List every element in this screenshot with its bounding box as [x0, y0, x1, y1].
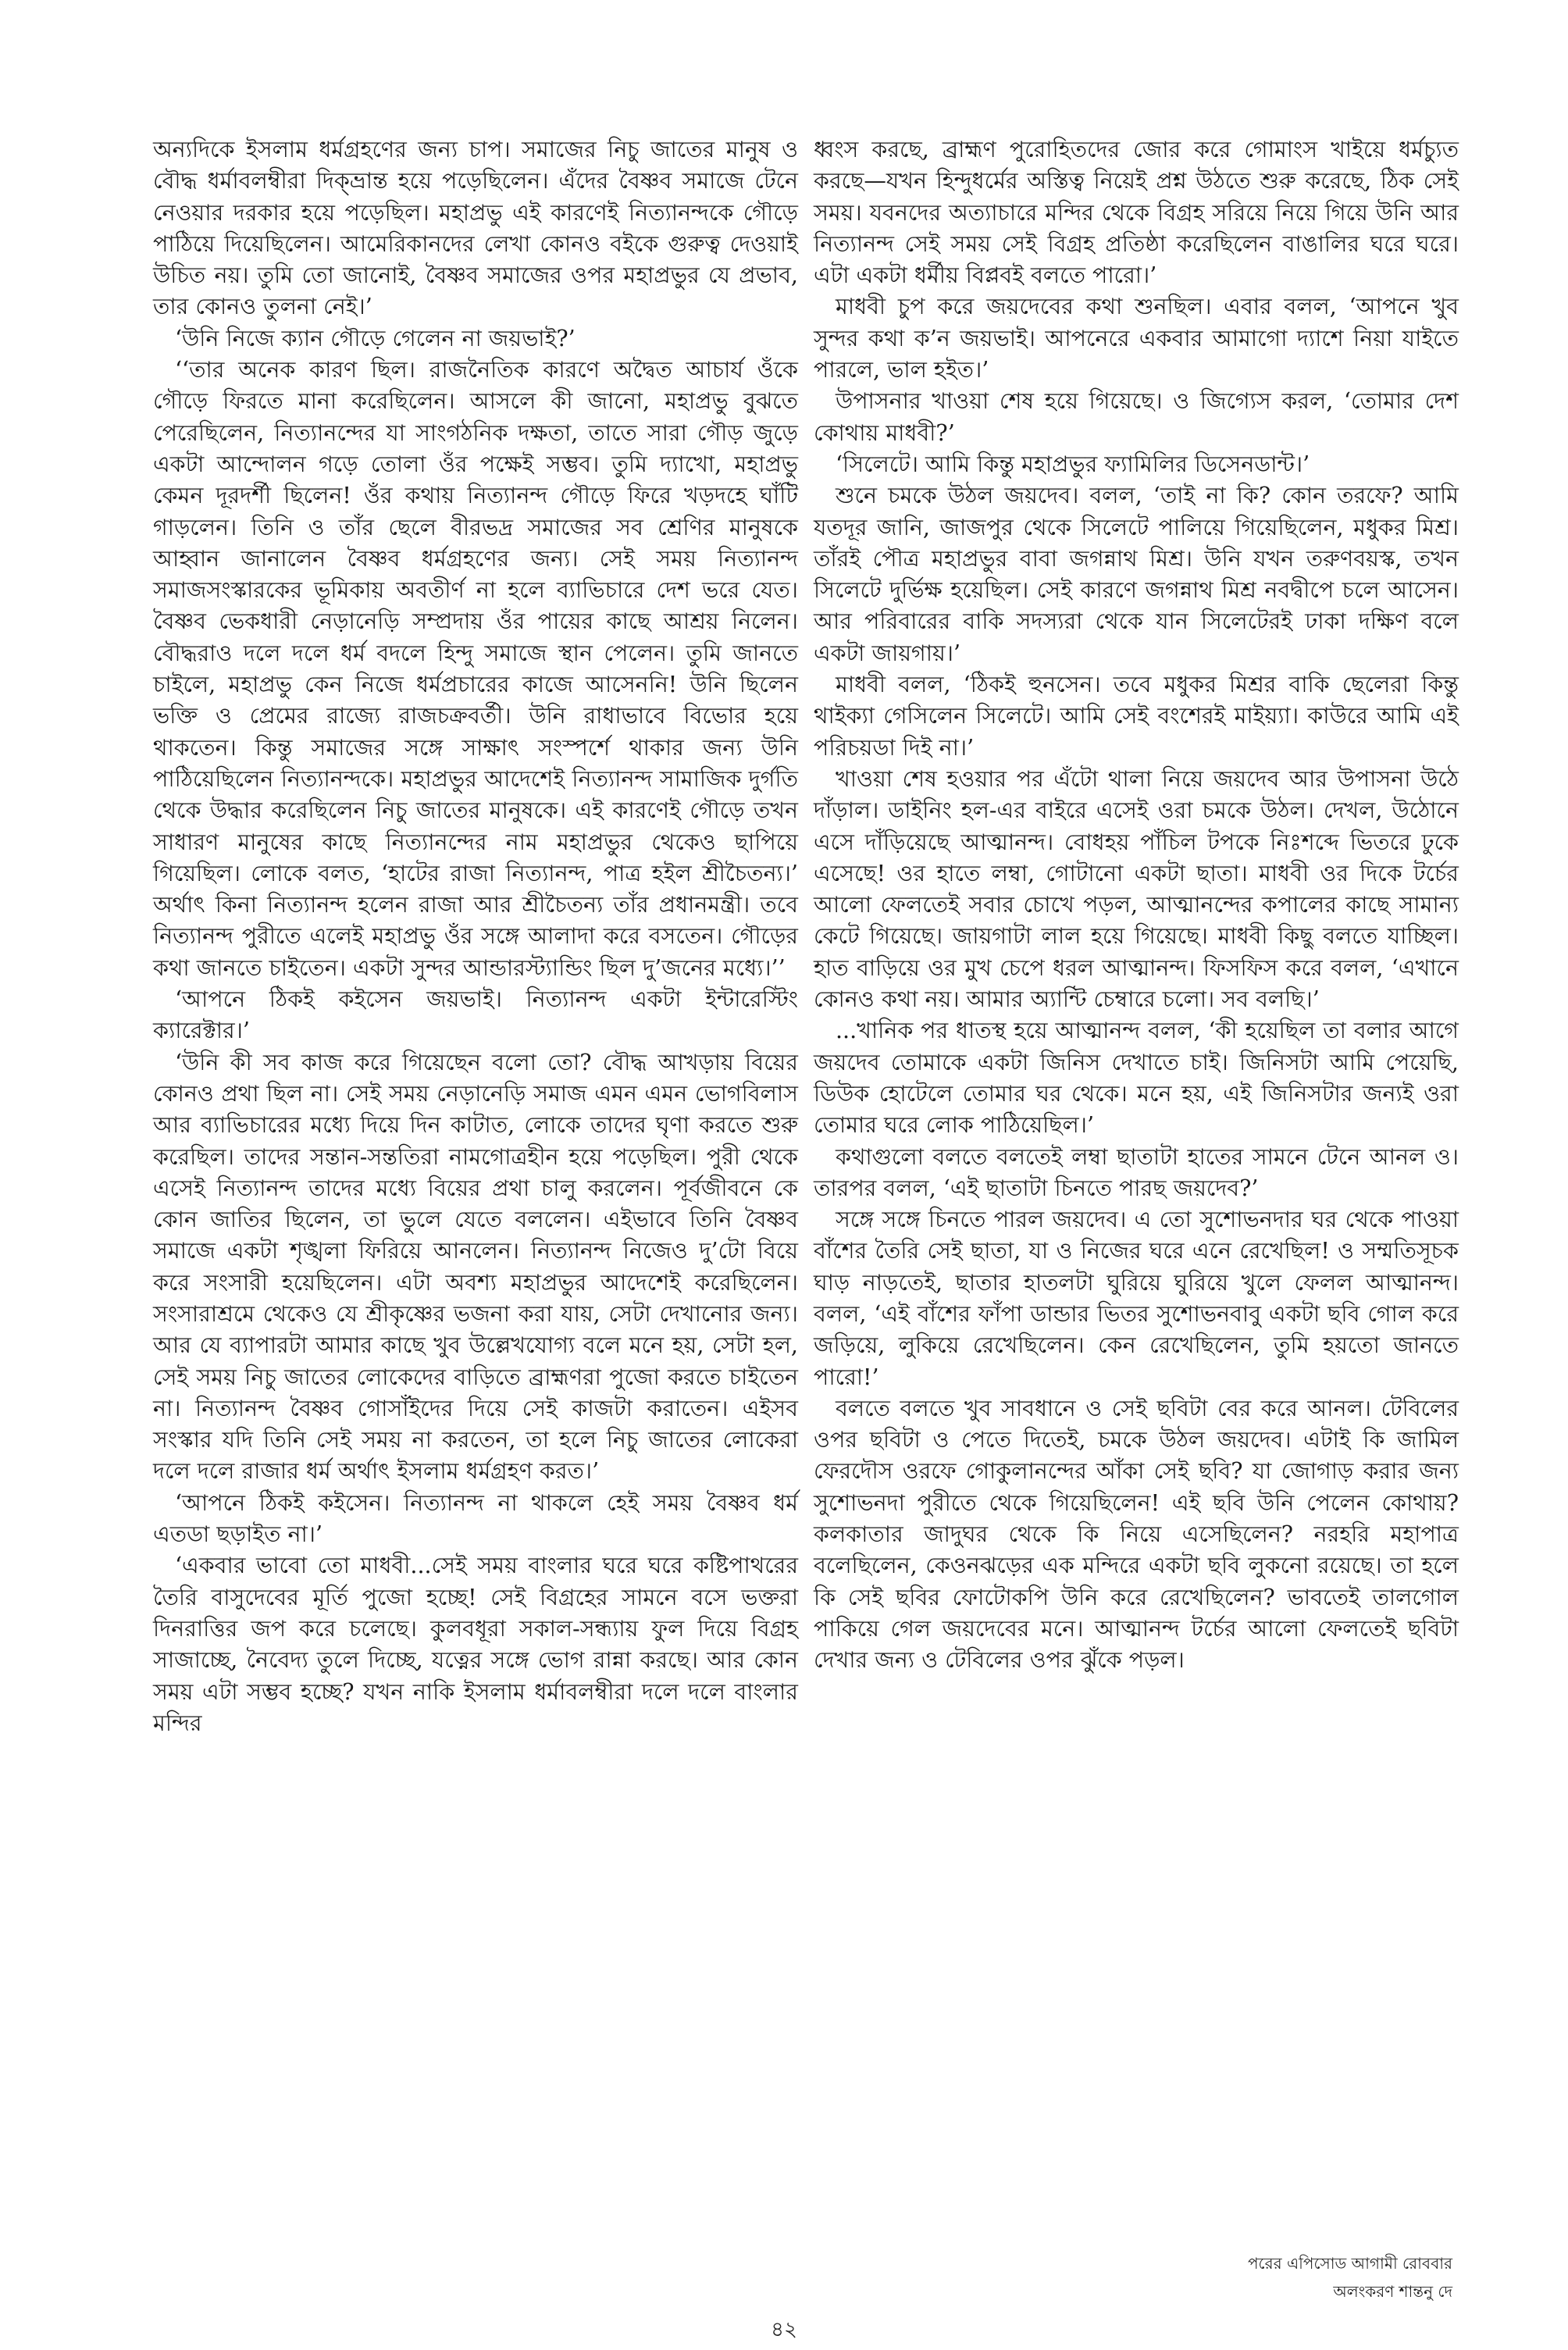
page-number: ৪২ [771, 2318, 797, 2341]
paragraph: ‘উনি নিজে ক্যান গৌড়ে গেলেন না জয়ভাই?’ [175, 325, 576, 351]
paragraph: বলতে বলতে খুব সাবধানে ও সেই ছবিটা বের করে আনল। টেবিলের ওপর ছবিটা ও পেতে দিতেই, চমকে উঠল জয়দেব। এটাই কি জামিল ফেরদৌস ওরফে গোকুলানন্দের আঁকা সেই ছবি? যা জোগাড় করার জন্য সুশোভনদা পুরীতে থেকে গিয়েছিলেন! এই ছবি উনি পেলেন কোথায়? কলকাতার জাদুঘর থেকে কি নিয়ে এসেছিলেন? নরহরি মহাপাত্র বলেছিলেন, কেওনঝড়ের এক মন্দিরে একটা ছবি লুকনো রয়েছে। তা হলে কি সেই ছবির ফোটোকপি উনি করে রেখেছিলেন? ভাবতেই তালগোল পাকিয়ে গেল জয়দেবের মনে। আত্মানন্দ টর্চের আলো ফেলতেই ছবিটা দেখার জন্য ও টেবিলের ওপর ঝুঁকে পড়ল। [814, 1395, 1459, 1674]
credits [1248, 2249, 1452, 2305]
right-column [814, 134, 1459, 1677]
illustration-credit: অলংকরণ শান্তনু দে [1333, 2282, 1452, 2301]
paragraph: ‘উনি কী সব কাজ করে গিয়েছেন বলো তো? বৌদ্ধ আখড়ায় বিয়ের কোনও প্রথা ছিল না। সেই সময় নেড়ানেড়ি সমাজ এমন এমন ভোগবিলাস আর ব্যাভিচারের মধ্যে দিয়ে দিন কাটাত, লোকে তাদের ঘৃণা করতে শুরু করেছিল। তাদের সন্তান-সন্ততিরা নামগোত্রহীন হয়ে পড়েছিল। পুরী থেকে এসেই নিত্যানন্দ তাদের মধ্যে বিয়ের প্রথা চালু করলেন। পূর্বজীবনে কে কোন জাতির ছিলেন, তা ভুলে যেতে বললেন। এইভাবে তিনি বৈষ্ণব সমাজে একটা শৃঙ্খলা ফিরিয়ে আনলেন। নিত্যানন্দ নিজেও দু’টো বিয়ে করে সংসারী হয়েছিলেন। এটা অবশ্য মহাপ্রভুর আদেশেই করেছিলেন। সংসারাশ্রমে থেকেও যে শ্রীকৃষ্ণের ভজনা করা যায়, সেটা দেখানোর জন্য। আর যে ব্যাপারটা আমার কাছে খুব উল্লেখযোগ্য বলে মনে হয়, সেটা হল, সেই সময় নিচু জাতের লোকেদের বাড়িতে ব্রাহ্মণরা পুজো করতে চাইতেন না। নিত্যানন্দ বৈষ্ণব গোসাঁইদের দিয়ে সেই কাজটা করাতেন। এইসব সংস্কার যদি তিনি সেই সময় না করতেন, তা হলে নিচু জাতের লোকেরা দলে দলে রাজার ধর্ম অর্থাৎ ইসলাম ধর্মগ্রহণ করত।’ [153, 1049, 798, 1485]
paragraph: ‘‘তার অনেক কারণ ছিল। রাজনৈতিক কারণে অদ্বৈত আচার্য ওঁকে গৌড়ে ফিরতে মানা করেছিলেন। আসলে কী জানো, মহাপ্রভু বুঝতে পেরেছিলেন, নিত্যানন্দের যা সাংগঠনিক দক্ষতা, তাতে সারা গৌড় জুড়ে একটা আন্দোলন গড়ে তোলা ওঁর পক্ষেই সম্ভব। তুমি দ্যাখো, মহাপ্রভু কেমন দূরদর্শী ছিলেন! ওঁর কথায় নিত্যানন্দ গৌড়ে ফিরে খড়দহে ঘাঁটি গাড়লেন। তিনি ও তাঁর ছেলে বীরভদ্র সমাজের সব শ্রেণির মানুষকে আহ্বান জানালেন বৈষ্ণব ধর্মগ্রহণের জন্য। সেই সময় নিত্যানন্দ সমাজসংস্কারকের ভূমিকায় অবতীর্ণ না হলে ব্যাভিচারে দেশ ভরে যেত। বৈষ্ণব ভেকধারী নেড়ানেড়ি সম্প্রদায় ওঁর পায়ের কাছে আশ্রয় নিলেন। বৌদ্ধরাও দলে দলে ধর্ম বদলে হিন্দু সমাজে স্থান পেলেন। তুমি জানতে চাইলে, মহাপ্রভু কেন নিজে ধর্মপ্রচারের কাজে আসেননি! উনি ছিলেন ভক্তি ও প্রেমের রাজ্যে রাজচক্রবর্তী। উনি রাধাভাবে বিভোর হয়ে থাকতেন। কিন্তু সমাজের সঙ্গে সাক্ষাৎ সংস্পর্শে থাকার জন্য উনি পাঠিয়েছিলেন নিত্যানন্দকে। মহাপ্রভুর আদেশেই নিত্যানন্দ সামাজিক দুর্গতি থেকে উদ্ধার করেছিলেন নিচু জাতের মানুষকে। এই কারণেই গৌড়ে তখন সাধারণ মানুষের কাছে নিত্যানন্দের নাম মহাপ্রভুর থেকেও ছাপিয়ে গিয়েছিল। লোকে বলত, ‘হাটের রাজা নিত্যানন্দ, পাত্র হইল শ্রীচৈতন্য।’ অর্থাৎ কিনা নিত্যানন্দ হলেন রাজা আর শ্রীচৈতন্য তাঁর প্রধানমন্ত্রী। তবে নিত্যানন্দ পুরীতে এলেই মহাপ্রভু ওঁর সঙ্গে আলাদা করে বসতেন। গৌড়ের কথা জানতে চাইতেন। একটা সুন্দর আন্ডারস্ট্যান্ডিং ছিল দু’জনের মধ্যে।’’ [153, 357, 798, 981]
paragraph: মাধবী চুপ করে জয়দেবের কথা শুনছিল। এবার বলল, ‘আপনে খুব সুন্দর কথা ক’ন জয়ভাই। আপনেরে একবার আমাগো দ্যাশে নিয়া যাইতে পারলে, ভাল হইত।’ [814, 294, 1459, 383]
paragraph: অন্যদিকে ইসলাম ধর্মগ্রহণের জন্য চাপ। সমাজের নিচু জাতের মানুষ ও বৌদ্ধ ধর্মাবলম্বীরা দিক্‌ভ্রান্ত হয়ে পড়েছিলেন। এঁদের বৈষ্ণব সমাজে টেনে নেওয়ার দরকার হয়ে পড়েছিল। মহাপ্রভু এই কারণেই নিত্যানন্দকে গৌড়ে পাঠিয়ে দিয়েছিলেন। আমেরিকানদের লেখা কোনও বইকে গুরুত্ব দেওয়াই উচিত নয়। তুমি তো জানোই, বৈষ্ণব সমাজের ওপর মহাপ্রভুর যে প্রভাব, তার কোনও তুলনা নেই।’ [153, 137, 798, 320]
paragraph: উপাসনার খাওয়া শেষ হয়ে গিয়েছে। ও জিগ্যেস করল, ‘তোমার দেশ কোথায় মাধবী?’ [814, 388, 1459, 446]
paragraph: খাওয়া শেষ হওয়ার পর এঁটো থালা নিয়ে জয়দেব আর উপাসনা উঠে দাঁড়াল। ডাইনিং হল-এর বাইরে এসেই ওরা চমকে উঠল। দেখল, উঠোনে এসে দাঁড়িয়েছে আত্মানন্দ। বোধহয় পাঁচিল টপকে নিঃশব্দে ভিতরে ঢুকে এসেছে! ওর হাতে লম্বা, গোটানো একটা ছাতা। মাধবী ওর দিকে টর্চের আলো ফেলতেই সবার চোখে পড়ল, আত্মানন্দের কপালের কাছে সামান্য কেটে গিয়েছে। জায়গাটা লাল হয়ে গিয়েছে। মাধবী কিছু বলতে যাচ্ছিল। হাত বাড়িয়ে ওর মুখ চেপে ধরল আত্মানন্দ। ফিসফিস করে বলল, ‘এখানে কোনও কথা নয়। আমার অ্যান্টি চেম্বারে চলো। সব বলছি।’ [814, 765, 1459, 1013]
paragraph: ‘একবার ভাবো তো মাধবী...সেই সময় বাংলার ঘরে ঘরে কষ্টিপাথরের তৈরি বাসুদেবের মূর্তি পুজো হচ্ছে! সেই বিগ্রহের সামনে বসে ভক্তরা দিনরাত্তির জপ করে চলেছে। কুলবধূরা সকাল-সন্ধ্যায় ফুল দিয়ে বিগ্রহ সাজাচ্ছে, নৈবেদ্য তুলে দিচ্ছে, যত্নের সঙ্গে ভোগ রান্না করছে। আর কোন সময় এটা সম্ভব হচ্ছে? যখন নাকি ইসলাম ধর্মাবলম্বীরা দলে দলে বাংলার মন্দির [153, 1553, 798, 1736]
next-episode-note: পরের এপিসোড আগামী রোববার [1247, 2254, 1452, 2273]
paragraph: ‘সিলেটে। আমি কিন্তু মহাপ্রভুর ফ্যামিলির ডিসেনডান্ট।’ [836, 451, 1310, 477]
left-column [153, 134, 798, 1739]
paragraph: সঙ্গে সঙ্গে চিনতে পারল জয়দেব। এ তো সুশোভনদার ঘর থেকে পাওয়া বাঁশের তৈরি সেই ছাতা, যা ও নিজের ঘরে এনে রেখেছিল! ও সম্মতিসূচক ঘাড় নাড়তেই, ছাতার হাতলটা ঘুরিয়ে ঘুরিয়ে খুলে ফেলল আত্মানন্দ। বলল, ‘এই বাঁশের ফাঁপা ডান্ডার ভিতর সুশোভনবাবু একটা ছবি গোল করে জড়িয়ে, লুকিয়ে রেখেছিলেন। কেন রেখেছিলেন, তুমি হয়তো জানতে পারো!’ [814, 1207, 1459, 1390]
paragraph: মাধবী বলল, ‘ঠিকই হুনসেন। তবে মধুকর মিশ্রর বাকি ছেলেরা কিন্তু থাইক্যা গেসিলেন সিলেটে। আমি সেই বংশেরই মাইয়্যা। কাউরে আমি এই পরিচয়ডা দিই না।’ [814, 672, 1459, 761]
paragraph: কথাগুলো বলতে বলতেই লম্বা ছাতাটা হাতের সামনে টেনে আনল ও। তারপর বলল, ‘এই ছাতাটা চিনতে পারছ জয়দেব?’ [814, 1143, 1459, 1201]
paragraph: ‘আপনে ঠিকই কইসেন। নিত্যানন্দ না থাকলে হেই সময় বৈষ্ণব ধর্ম এতডা ছড়াইত না।’ [153, 1489, 798, 1548]
paragraph: ...খানিক পর ধাতস্থ হয়ে আত্মানন্দ বলল, ‘কী হয়েছিল তা বলার আগে জয়দেব তোমাকে একটা জিনিস দেখাতে চাই। জিনিসটা আমি পেয়েছি, ডিউক হোটেলে তোমার ঘর থেকে। মনে হয়, এই জিনিসটার জন্যই ওরা তোমার ঘরে লোক পাঠিয়েছিল।’ [814, 1018, 1459, 1139]
paragraph: ধ্বংস করছে, ব্রাহ্মণ পুরোহিতদের জোর করে গোমাংস খাইয়ে ধর্মচ্যুত করছে—যখন হিন্দুধর্মের অস্তিত্ব নিয়েই প্রশ্ন উঠতে শুরু করেছে, ঠিক সেই সময়। যবনদের অত্যাচারে মন্দির থেকে বিগ্রহ সরিয়ে নিয়ে গিয়ে উনি আর নিত্যানন্দ সেই সময় সেই বিগ্রহ প্রতিষ্ঠা করেছিলেন বাঙালির ঘরে ঘরে। এটা একটা ধর্মীয় বিপ্লবই বলতে পারো।’ [814, 137, 1459, 289]
paragraph: শুনে চমকে উঠল জয়দেব। বলল, ‘তাই না কি? কোন তরফে? আমি যতদূর জানি, জাজপুর থেকে সিলেটে পালিয়ে গিয়েছিলেন, মধুকর মিশ্র। তাঁরই পৌত্র মহাপ্রভুর বাবা জগন্নাথ মিশ্র। উনি যখন তরুণবয়স্ক, তখন সিলেটে দুর্ভিক্ষ হয়েছিল। সেই কারণে জগন্নাথ মিশ্র নবদ্বীপে চলে আসেন। আর পরিবারের বাকি সদস্যরা থেকে যান সিলেটেরই ঢাকা দক্ষিণ বলে একটা জায়গায়।’ [814, 483, 1459, 666]
paragraph: ‘আপনে ঠিকই কইসেন জয়ভাই। নিত্যানন্দ একটা ইন্টারেস্টিং ক্যারেক্টার।’ [153, 986, 798, 1044]
